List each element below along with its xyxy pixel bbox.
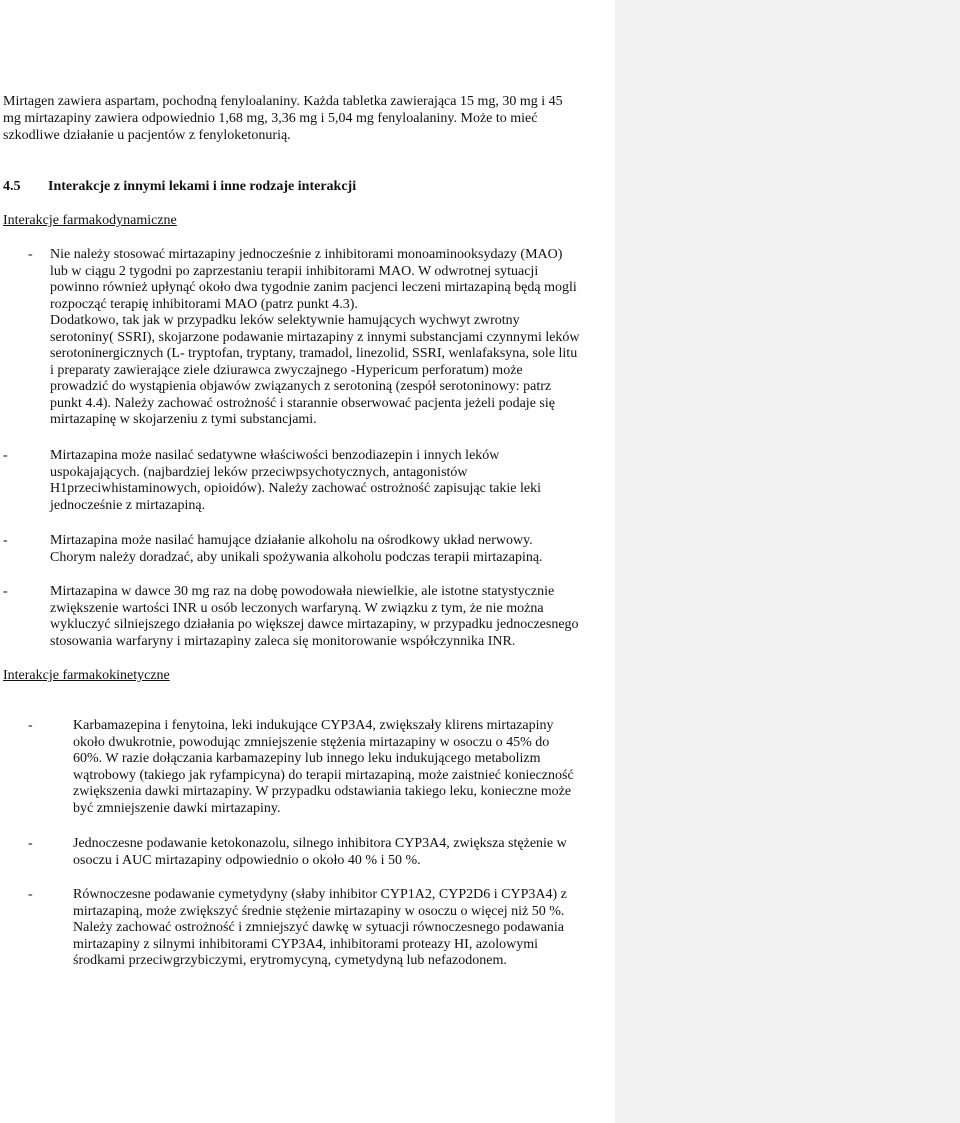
list-bullet: -	[28, 836, 33, 851]
item-line: Mirtazapina w dawce 30 mg raz na dobę powodowała niewielkie, ale istotne statystycznie	[50, 584, 555, 599]
item-line: Dodatkowo, tak jak w przypadku leków selektywnie hamujących wychwyt zwrotny	[50, 313, 520, 328]
interaction-item-cimetidine	[73, 887, 567, 970]
list-bullet: -	[3, 448, 8, 463]
item-line: Karbamazepina i fenytoina, leki indukujące CYP3A4, zwiększały klirens mirtazapiny	[73, 718, 554, 733]
item-line: uspokajających. (najbardziej leków przeciwpsychotycznych, antagonistów	[50, 464, 468, 480]
list-bullet: -	[3, 584, 8, 599]
item-line: Chorym należy doradzać, aby unikali spożywania alkoholu podczas terapii mirtazapiną.	[50, 549, 543, 565]
list-bullet: -	[28, 887, 33, 902]
item-line: być zmniejszenie dawki mirtazapiny.	[73, 800, 281, 816]
item-line: wykluczyć silniejszego działania po większej dawce mirtazapiny, w przypadku jednoczesnego	[50, 617, 579, 632]
interaction-item-benzodiazepines	[50, 448, 541, 514]
item-line: wątrobowy (takiego jak ryfampicyna) do terapii mirtazapiną, może zaistnieć konieczność	[73, 767, 574, 783]
interaction-item-carbamazepine	[73, 718, 574, 817]
item-line: osoczu i AUC mirtazapiny odpowiednio o około 40 % i 50 %.	[73, 852, 421, 868]
intro-line: mg mirtazapiny zawiera odpowiednio 1,68 mg, 3,36 mg i 5,04 mg fenyloalaniny. Może to mieć	[3, 111, 538, 126]
item-line: i preparaty zawierające ziele dziurawca zwyczajnego -Hypericum perforatum) może	[50, 362, 523, 378]
comment-margin-panel	[615, 0, 960, 1123]
item-line: mirtazapinę w skojarzeniu z tymi substancjami.	[50, 412, 317, 427]
list-bullet: -	[28, 247, 33, 262]
item-line: rozpocząć terapię inhibitorami MAO (patrz punkt 4.3).	[50, 296, 358, 312]
list-bullet: -	[3, 533, 8, 548]
item-line: serotoniny( SSRI), skojarzone podawanie mirtazapiny z innymi substancjami czynnymi leków	[50, 329, 580, 345]
section-number: 4.5	[3, 179, 21, 194]
intro-line: szkodliwe działanie u pacjentów z fenyloketonurią.	[3, 128, 291, 143]
pharmacokinetic-heading: Interakcje farmakokinetyczne	[3, 668, 170, 683]
item-line: 60%. W razie dołączania karbamazepiny lub innego leku indukującego metabolizm	[73, 751, 541, 766]
item-line: serotoninergicznych (L- tryptofan, tryptany, tramadol, linezolid, SSRI, wenlafaksyna, sole litu	[50, 346, 578, 361]
list-bullet: -	[28, 718, 33, 733]
interaction-item-alcohol	[50, 533, 543, 566]
item-line: mirtazapiny z silnymi inhibitorami CYP3A4, inhibitorami proteazy HI, azolowymi	[73, 936, 539, 952]
item-line: około dwukrotnie, powodując zmniejszenie stężenia mirtazapiny w osoczu o 45% do	[73, 734, 550, 750]
item-line: Mirtazapina może nasilać hamujące działanie alkoholu na ośrodkowy układ nerwowy.	[50, 533, 533, 548]
item-line: mirtazapiną, może zwiększyć średnie stężenie mirtazapiny w osoczu o więcej niż 50 %.	[73, 903, 565, 919]
intro-line: Mirtagen zawiera aspartam, pochodną fenyloalaniny. Każda tabletka zawierająca 15 mg, 30 mg i 45	[3, 94, 563, 109]
interaction-item-mao	[50, 247, 580, 429]
item-line: Jednoczesne podawanie ketokonazolu, silnego inhibitora CYP3A4, zwiększa stężenie w	[73, 836, 567, 851]
item-line: środkami przeciwgrzybiczymi, erytromycyną, cymetydyną lub nefazodonem.	[73, 953, 507, 968]
item-line: Należy zachować ostrożność i zmniejszyć dawkę w sytuacji równoczesnego podawania	[73, 920, 564, 935]
section-title: Interakcje z innymi lekami i inne rodzaje interakcji	[48, 179, 357, 194]
item-line: prowadzić do wystąpienia objawów związanych z serotoniną (zespół serotoninowy: patrz	[50, 379, 552, 394]
item-line: Równoczesne podawanie cymetydyny (słaby inhibitor CYP1A2, CYP2D6 i CYP3A4) z	[73, 887, 567, 902]
item-line: zwiększenia dawki mirtazapiny. W przypadku odstawiania takiego leku, konieczne może	[73, 784, 572, 799]
item-line: jednocześnie z mirtazapiną.	[50, 497, 206, 513]
item-line: Nie należy stosować mirtazapiny jednocześnie z inhibitorami monoaminooksydazy (MAO)	[50, 247, 563, 262]
item-line: Mirtazapina może nasilać sedatywne właściwości benzodiazepin i innych leków	[50, 448, 500, 463]
item-line: stosowania warfaryny i mirtazapiny zaleca się monitorowanie współczynnika INR.	[50, 633, 516, 649]
pharmacodynamic-heading: Interakcje farmakodynamiczne	[3, 213, 177, 228]
item-line: punkt 4.4). Należy zachować ostrożność i starannie obserwować pacjenta jeżeli podaje się	[50, 395, 555, 411]
item-line: powinno również upłynąć około dwa tygodnie zanim pacjenci leczeni mirtazapiną będą mogli	[50, 280, 577, 295]
item-line: zwiększenie wartości INR u osób leczonych warfaryną. W związku z tym, że nie można	[50, 600, 544, 616]
item-line: H1przeciwhistaminowych, opioidów). Należy zachować ostrożność zapisując takie leki	[50, 481, 541, 496]
interaction-item-warfarin	[50, 584, 579, 650]
interaction-item-ketoconazole	[73, 836, 567, 869]
item-line: lub w ciągu 2 tygodni po zaprzestaniu terapii inhibitorami MAO. W odwrotnej sytuacji	[50, 263, 539, 279]
